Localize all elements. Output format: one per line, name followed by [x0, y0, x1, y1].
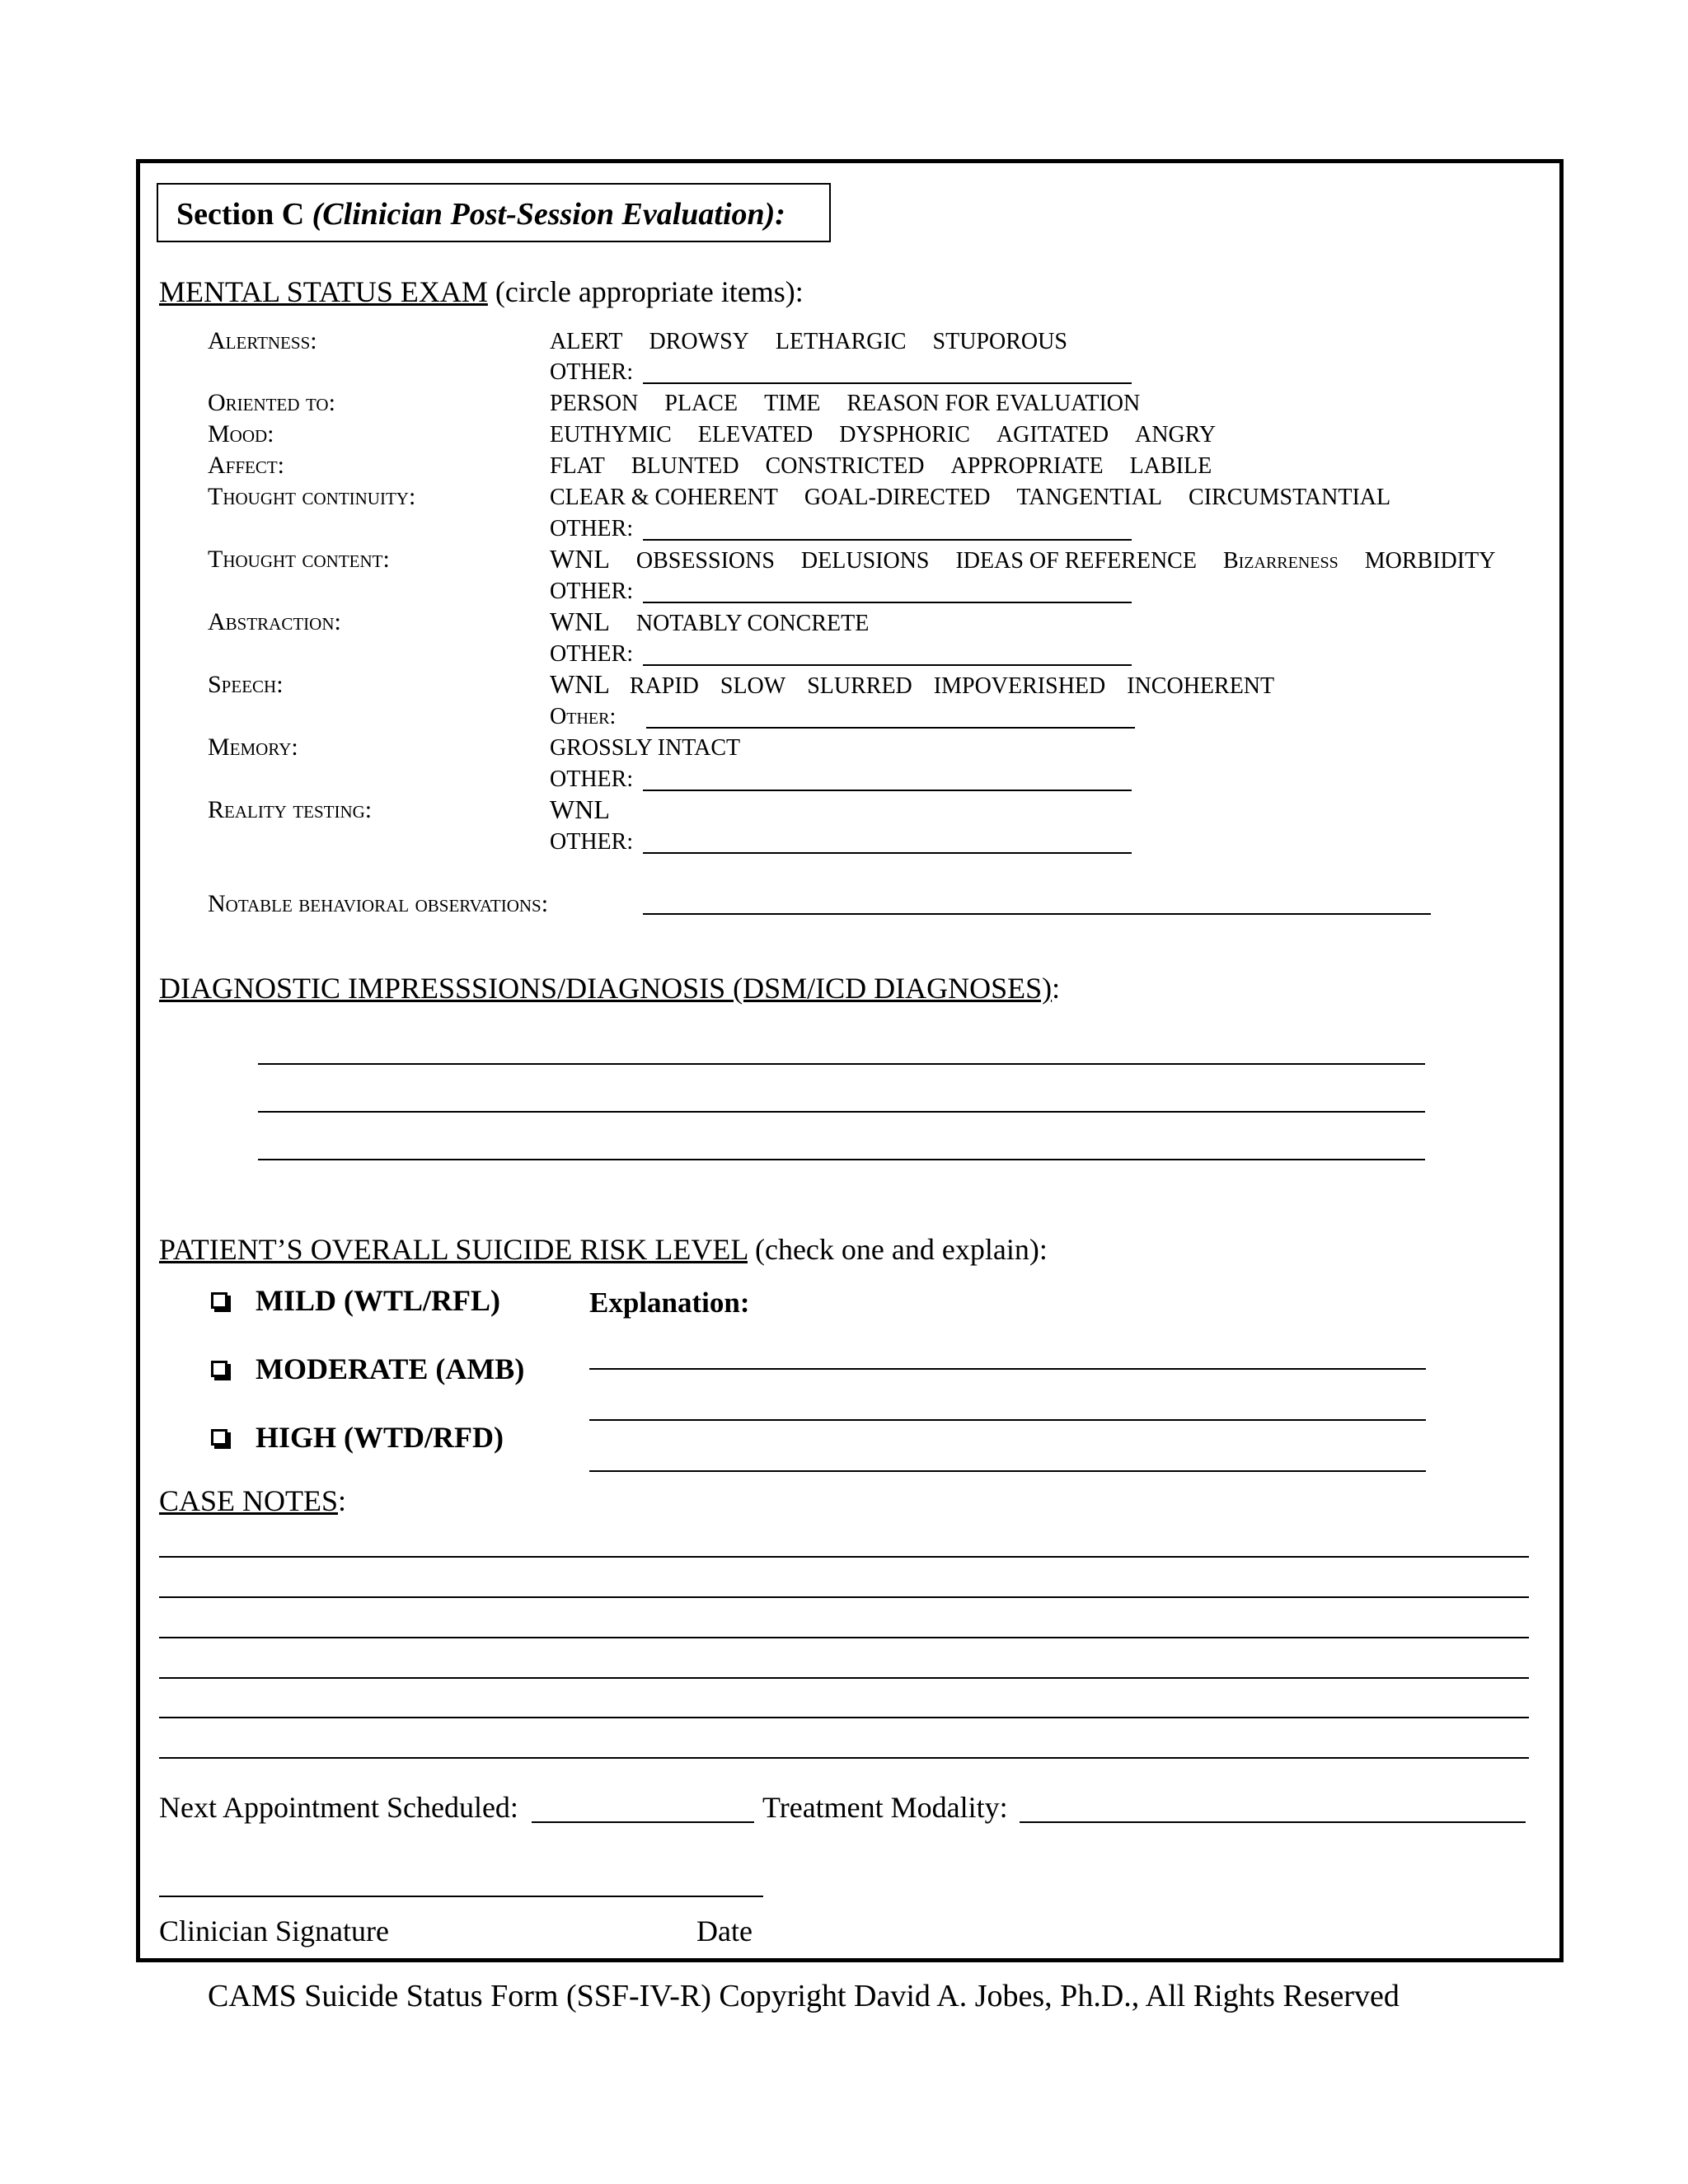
option-bizarreness[interactable]: Bizarreness — [1222, 548, 1339, 574]
case-notes-heading: CASE NOTES — [159, 1484, 339, 1517]
next-appointment-label: Next Appointment Scheduled: — [159, 1791, 518, 1824]
option-morbidity[interactable]: MORBIDITY — [1364, 548, 1496, 574]
mse-heading-suffix: (circle appropriate items): — [487, 275, 804, 308]
risk-option-label: HIGH (WTD/RFD) — [256, 1421, 504, 1454]
option-ideas-of-reference[interactable]: IDEAS OF REFERENCE — [955, 548, 1197, 574]
case-notes-line[interactable] — [159, 1556, 1529, 1558]
option-wnl[interactable]: WNL — [550, 669, 610, 699]
mse-heading: MENTAL STATUS EXAM — [159, 275, 488, 308]
option-slurred[interactable]: SLURRED — [807, 673, 912, 699]
option-dysphoric[interactable]: DYSPHORIC — [839, 422, 970, 448]
thought-continuity-other-label: OTHER: — [550, 516, 634, 541]
option-drowsy[interactable]: DROWSY — [649, 329, 749, 354]
case-notes-line[interactable] — [159, 1637, 1529, 1638]
clinician-signature-label: Clinician Signature — [159, 1915, 389, 1947]
speech-other-label: Other: — [550, 704, 617, 729]
speech-other-field[interactable] — [646, 727, 1135, 729]
risk-suffix: (check one and explain): — [747, 1233, 1048, 1266]
treatment-modality-label: Treatment Modality: — [762, 1791, 1008, 1824]
option-notably-concrete[interactable]: NOTABLY CONCRETE — [635, 611, 870, 636]
affect-options — [550, 453, 1238, 480]
option-wnl[interactable]: WNL — [550, 544, 610, 574]
section-title-box — [157, 183, 831, 242]
option-appropriate[interactable]: APPROPRIATE — [950, 453, 1104, 479]
mood-options — [550, 422, 1242, 448]
thought-content-other-label: OTHER: — [550, 579, 634, 604]
case-notes-line[interactable] — [159, 1717, 1529, 1718]
option-flat[interactable]: FLAT — [550, 453, 605, 479]
speech-options — [550, 669, 1301, 700]
option-elevated[interactable]: ELEVATED — [697, 422, 814, 448]
option-rapid[interactable]: RAPID — [629, 673, 699, 699]
alertness-other-field[interactable] — [643, 382, 1132, 384]
option-obsessions[interactable]: OBSESSIONS — [635, 548, 775, 574]
option-tangential[interactable]: TANGENTIAL — [1016, 485, 1163, 510]
section-title: Section C — [176, 197, 305, 232]
mse-heading-line — [159, 274, 804, 309]
footer-copyright: CAMS Suicide Status Form (SSF-IV-R) Copyright David A. Jobes, Ph.D., All Rights Reserved — [208, 1979, 1400, 2013]
option-delusions[interactable]: DELUSIONS — [800, 548, 930, 574]
checkbox-icon[interactable] — [211, 1429, 227, 1446]
signature-line[interactable] — [159, 1896, 763, 1897]
explanation-line[interactable] — [589, 1419, 1426, 1421]
option-person[interactable]: PERSON — [550, 391, 639, 416]
date-label: Date — [696, 1915, 753, 1947]
thought-content-options — [550, 544, 1495, 574]
risk-heading-line — [159, 1232, 1048, 1267]
option-incoherent[interactable]: INCOHERENT — [1127, 673, 1275, 699]
memory-label: Memory: — [208, 733, 298, 761]
case-notes-heading-line — [159, 1483, 346, 1518]
memory-other-label: OTHER: — [550, 766, 634, 792]
affect-label: Affect: — [208, 452, 285, 479]
option-euthymic[interactable]: EUTHYMIC — [550, 422, 672, 448]
behavioral-field[interactable] — [643, 913, 1431, 915]
checkbox-icon[interactable] — [211, 1361, 227, 1377]
mood-label: Mood: — [208, 420, 274, 448]
option-constricted[interactable]: CONSTRICTED — [765, 453, 925, 479]
alertness-other-label: OTHER: — [550, 359, 634, 385]
case-notes-suffix: : — [338, 1484, 347, 1517]
alertness-label: Alertness: — [208, 327, 317, 354]
option-angry[interactable]: ANGRY — [1135, 422, 1217, 448]
explanation-line[interactable] — [589, 1368, 1426, 1370]
behavioral-label: Notable behavioral observations: — [208, 890, 549, 917]
reality-label: Reality testing: — [208, 796, 373, 823]
diagnosis-line[interactable] — [258, 1063, 1425, 1065]
option-agitated[interactable]: AGITATED — [996, 422, 1109, 448]
option-slow[interactable]: SLOW — [720, 673, 786, 699]
option-lethargic[interactable]: LETHARGIC — [775, 329, 907, 354]
case-notes-line[interactable] — [159, 1757, 1529, 1759]
abstraction-other-label: OTHER: — [550, 641, 634, 667]
option-reason[interactable]: REASON FOR EVALUATION — [846, 391, 1141, 416]
option-impoverished[interactable]: IMPOVERISHED — [933, 673, 1106, 699]
option-alert[interactable]: ALERT — [550, 329, 623, 354]
case-notes-line[interactable] — [159, 1677, 1529, 1679]
thought-content-other-field[interactable] — [643, 602, 1132, 603]
option-circumstantial[interactable]: CIRCUMSTANTIAL — [1189, 485, 1391, 510]
option-time[interactable]: TIME — [764, 391, 821, 416]
risk-option-moderate[interactable] — [211, 1352, 524, 1386]
abstraction-other-field[interactable] — [643, 664, 1132, 666]
reality-options — [550, 794, 636, 825]
option-stuporous[interactable]: STUPOROUS — [932, 329, 1067, 354]
checkbox-icon[interactable] — [211, 1292, 227, 1309]
oriented-label: Oriented to: — [208, 389, 335, 416]
thought-continuity-other-field[interactable] — [643, 539, 1132, 541]
explanation-line[interactable] — [589, 1470, 1426, 1472]
option-labile[interactable]: LABILE — [1129, 453, 1212, 479]
diagnostic-heading-line — [159, 971, 1060, 1005]
risk-option-label: MODERATE (AMB) — [256, 1352, 525, 1385]
memory-other-field[interactable] — [643, 790, 1132, 791]
option-wnl[interactable]: WNL — [550, 794, 610, 824]
explanation-label: Explanation: — [589, 1286, 750, 1319]
option-wnl[interactable]: WNL — [550, 607, 610, 636]
diagnostic-suffix: : — [1052, 972, 1061, 1005]
alertness-options — [550, 329, 1094, 355]
reality-other-field[interactable] — [643, 852, 1132, 854]
option-clear-coherent[interactable]: CLEAR & COHERENT — [550, 485, 778, 510]
diagnosis-line[interactable] — [258, 1159, 1425, 1160]
abstraction-options — [550, 607, 895, 637]
diagnostic-heading: DIAGNOSTIC IMPRESSSIONS/DIAGNOSIS (DSM/ICD DIAGNOSES) — [159, 972, 1053, 1005]
option-place[interactable]: PLACE — [664, 391, 738, 416]
thought-continuity-options — [550, 485, 1417, 511]
thought-continuity-label: Thought continuity: — [208, 483, 416, 510]
speech-label: Speech: — [208, 671, 284, 698]
option-grossly-intact[interactable]: GROSSLY INTACT — [550, 735, 741, 761]
case-notes-line[interactable] — [159, 1596, 1529, 1598]
thought-content-label: Thought content: — [208, 546, 390, 573]
abstraction-label: Abstraction: — [208, 608, 341, 635]
risk-option-mild[interactable] — [211, 1283, 500, 1318]
risk-option-high[interactable] — [211, 1420, 504, 1455]
oriented-options — [550, 391, 1166, 417]
risk-heading: PATIENT’S OVERALL SUICIDE RISK LEVEL — [159, 1233, 748, 1266]
risk-option-label: MILD (WTL/RFL) — [256, 1284, 500, 1317]
diagnosis-line[interactable] — [258, 1111, 1425, 1113]
reality-other-label: OTHER: — [550, 829, 634, 855]
option-blunted[interactable]: BLUNTED — [631, 453, 739, 479]
next-appointment-field[interactable] — [532, 1821, 754, 1823]
treatment-modality-field[interactable] — [1020, 1821, 1526, 1823]
section-subtitle: (Clinician Post-Session Evaluation): — [312, 197, 785, 232]
option-goal-directed[interactable]: GOAL-DIRECTED — [804, 485, 991, 510]
